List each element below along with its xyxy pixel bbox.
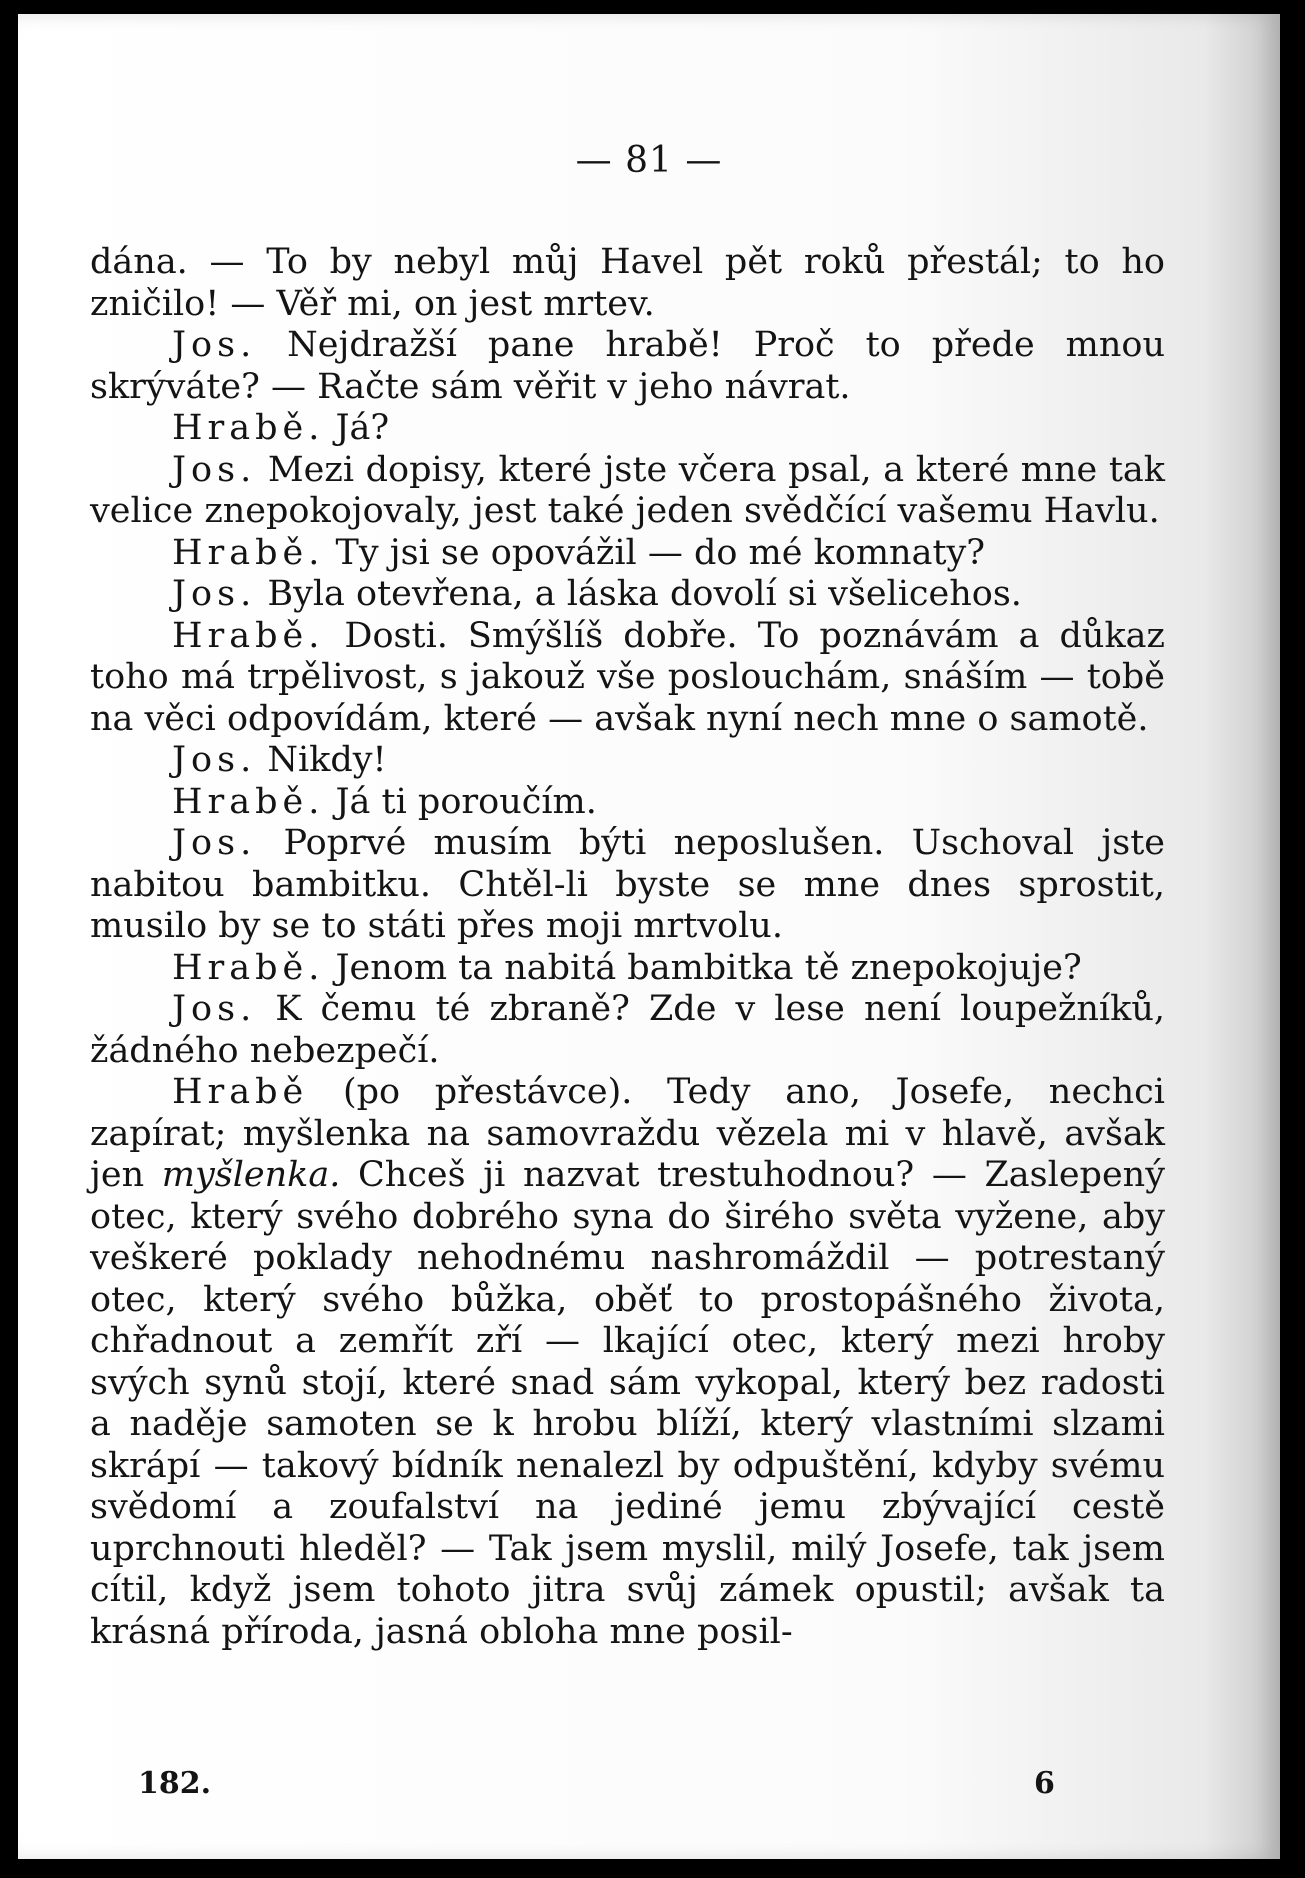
speaker: Hrabě.	[172, 947, 325, 988]
speaker: Jos.	[172, 989, 257, 1029]
book-page	[18, 14, 1280, 1859]
paragraph: Hrabě. Dosti. Smýšlíš dobře. To poznávám a důkaz toho má trpělivost, s jakouž vše poslouchám, snáším — tobě na věci odpovídám, které — avšak nyní nech mne o samotě.	[90, 615, 1165, 739]
paragraph: dána. — To by nebyl můj Havel pět roků přestál; to ho zničilo! — Věř mi, on jest mrtev.	[90, 242, 1165, 324]
page-number: — 81 —	[575, 140, 723, 181]
paragraph: Jos. Poprvé musím býti neposlušen. Uschoval jste nabitou bambitku. Chtěl-li byste se mne dnes sprostit, musilo by se to státi přes moji mrtvolu.	[90, 823, 1165, 946]
paragraph: Jos. Nejdražší pane hrabě! Proč to přede mnou skrýváte? — Račte sám věřit v jeho návrat.	[90, 325, 1165, 407]
paragraph: Jos. Byla otevřena, a láska dovolí si všelicehos.	[172, 574, 1022, 614]
speaker: Hrabě.	[172, 781, 325, 822]
page-text	[90, 242, 1165, 1653]
speaker: Hrabě.	[172, 615, 325, 656]
paragraph: Hrabě. Ty jsi se opovážil — do mé komnaty?	[172, 532, 986, 573]
paragraph: Hrabě (po přestávce). Tedy ano, Josefe, nechci zapírat; myšlenka na samovraždu vězela mi v hlavě, avšak jen myšlenka. Chceš ji nazvat trestuhodnou? — Zaslepený otec, který svého dobrého syna do širého světa vyžene, aby veškeré poklady nehodnému nashromáždil — potrestaný otec, který svého bůžka, oběť to prostopášného života, chřadnout a zemřít zří — lkající otec, který mezi hroby svých synů stojí, které snad sám vykopal, který bez radosti a naděje samoten se k hrobu blíží, který vlastními slzami skrápí — takový bídník nenalezl by odpuštění, kdyby svému svědomí a zoufalství na jediné jemu zbývající cestě uprchnouti hleděl? — Tak jsem myslil, milý Josefe, tak jsem cítil, když jsem tohoto jitra svůj zámek opustil; avšak ta krásná příroda, jasná obloha mne posil-	[90, 1072, 1165, 1652]
emphasis: myšlenka.	[161, 1155, 341, 1195]
speaker: Hrabě.	[172, 408, 325, 448]
sheet-mark: 6	[1034, 1766, 1055, 1801]
speaker: Jos.	[172, 325, 257, 365]
paragraph: Hrabě. Já ti poroučím.	[172, 781, 597, 822]
speaker: Jos.	[172, 449, 257, 490]
paragraph: Hrabě. Já?	[172, 408, 390, 448]
paragraph: Jos. K čemu té zbraně? Zde v lese není loupežníků, žádného nebezpečí.	[90, 989, 1165, 1071]
speaker: Hrabě.	[172, 532, 325, 573]
speaker: Jos.	[172, 574, 257, 614]
speaker: Hrabě	[172, 1072, 309, 1112]
paragraph: Hrabě. Jenom ta nabitá bambitka tě znepokojuje?	[172, 947, 1082, 988]
speaker: Jos.	[172, 740, 257, 780]
paragraph: Jos. Nikdy!	[172, 740, 387, 780]
signature-mark: 182.	[138, 1766, 212, 1801]
speaker: Jos.	[172, 823, 257, 863]
paragraph: Jos. Mezi dopisy, které jste včera psal, a které mne tak velice znepokojovaly, jest také jeden svědčící vašemu Havlu.	[90, 449, 1165, 531]
